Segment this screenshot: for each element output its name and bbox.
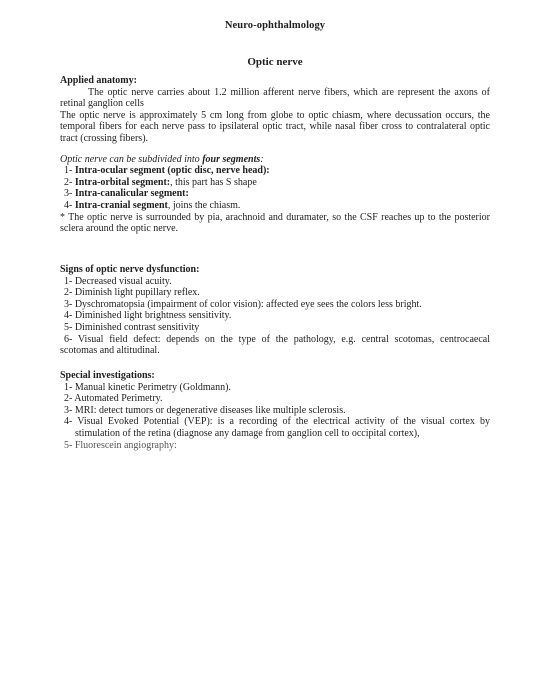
segment-number: 2- — [64, 176, 75, 188]
segment-description: , joins the chiasm. — [167, 199, 241, 211]
page-header: Neuro-ophthalmology — [224, 20, 326, 31]
segment-number: 3- — [64, 188, 75, 200]
segment-item — [60, 165, 490, 177]
investigations-item-4-line-2: stimulation of the retina (diagnose any damage from ganglion cell to occipital cortex), — [75, 427, 420, 439]
investigations-section — [60, 370, 490, 451]
segments-list — [60, 165, 490, 211]
segment-item — [60, 177, 490, 189]
segments-intro-emphasis: four segments — [202, 153, 261, 165]
anatomy-paragraph-2-line-2: temporal fibers for each nerve pass to ipsilateral optic tract, while nasal fiber cross to contralateral optic — [60, 121, 490, 133]
segment-name: Intra-canalicular segment: — [74, 188, 189, 200]
investigations-item-4-line-1: 4- Visual Evoked Potential (VEP): is a recording of the electrical activity of the visual cortex by — [64, 416, 490, 428]
anatomy-note-line-2: sclera around the optic nerve. — [60, 223, 179, 235]
signs-list-item: 5- Diminished contrast sensitivity — [64, 321, 200, 333]
segment-item — [60, 188, 490, 200]
signs-list — [60, 276, 490, 334]
anatomy-paragraph-2-line-1: The optic nerve is approximately 5 cm long from globe to optic chiasm, where decussation occurs, the — [60, 109, 490, 121]
signs-heading: Signs of optic nerve dysfunction: — [60, 264, 200, 275]
signs-list-item: 2- Diminish light pupillary reflex. — [64, 287, 200, 299]
investigations-list-item: 3- MRI: detect tumors or degenerative diseases like multiple sclerosis. — [64, 404, 346, 416]
investigations-list-item: 2- Automated Perimetry. — [64, 393, 163, 405]
applied-anatomy-section — [60, 75, 490, 235]
investigations-heading: Special investigations: — [60, 370, 155, 381]
signs-list-item: 4- Diminished light brightness sensitivity. — [64, 310, 232, 322]
signs-list-item: 1- Decreased visual acuity. — [64, 275, 172, 287]
segments-intro-text: Optic nerve can be subdivided into — [60, 153, 203, 165]
signs-item-6-line-1: 6- Visual field defect: depends on the type of the pathology, e.g. central scotomas, centrocaecal — [64, 333, 490, 345]
segments-intro — [60, 154, 490, 166]
investigations-list-item: 1- Manual kinetic Perimetry (Goldmann). — [64, 381, 231, 393]
segments-intro-colon: : — [260, 153, 264, 165]
anatomy-paragraph-1-line-1: The optic nerve carries about 1.2 million afferent nerve fibers, which are represent the axons of — [88, 86, 490, 98]
segment-name: Intra-orbital segment: — [74, 176, 171, 188]
anatomy-note-line-1: * The optic nerve is surrounded by pia, arachnoid and duramater, so the CSF reaches up to the posterior — [60, 211, 490, 223]
signs-item-6-line-2: scotomas and altitudinal. — [60, 345, 160, 357]
page-title: Optic nerve — [247, 56, 303, 68]
segment-number: 4- — [64, 199, 75, 211]
applied-anatomy-heading: Applied anatomy: — [60, 75, 137, 86]
segment-name: Intra-cranial segment — [74, 199, 168, 211]
segment-item — [60, 200, 490, 212]
segment-number: 1- — [64, 165, 75, 177]
signs-section — [60, 264, 490, 357]
segment-name: Intra-ocular segment (optic disc, nerve head): — [74, 165, 270, 177]
investigations-list — [60, 382, 490, 417]
anatomy-paragraph-1-line-2: retinal ganglion cells — [60, 98, 144, 110]
segment-description: , this part has S shape — [170, 176, 257, 188]
anatomy-paragraph-2-line-3: tract (crossing fibers). — [60, 132, 149, 144]
signs-list-item: 3- Dyschromatopsia (impairment of color vision): affected eye sees the colors less bright. — [64, 298, 422, 310]
investigations-item-5: 5- Fluorescein angiography: — [64, 439, 177, 451]
